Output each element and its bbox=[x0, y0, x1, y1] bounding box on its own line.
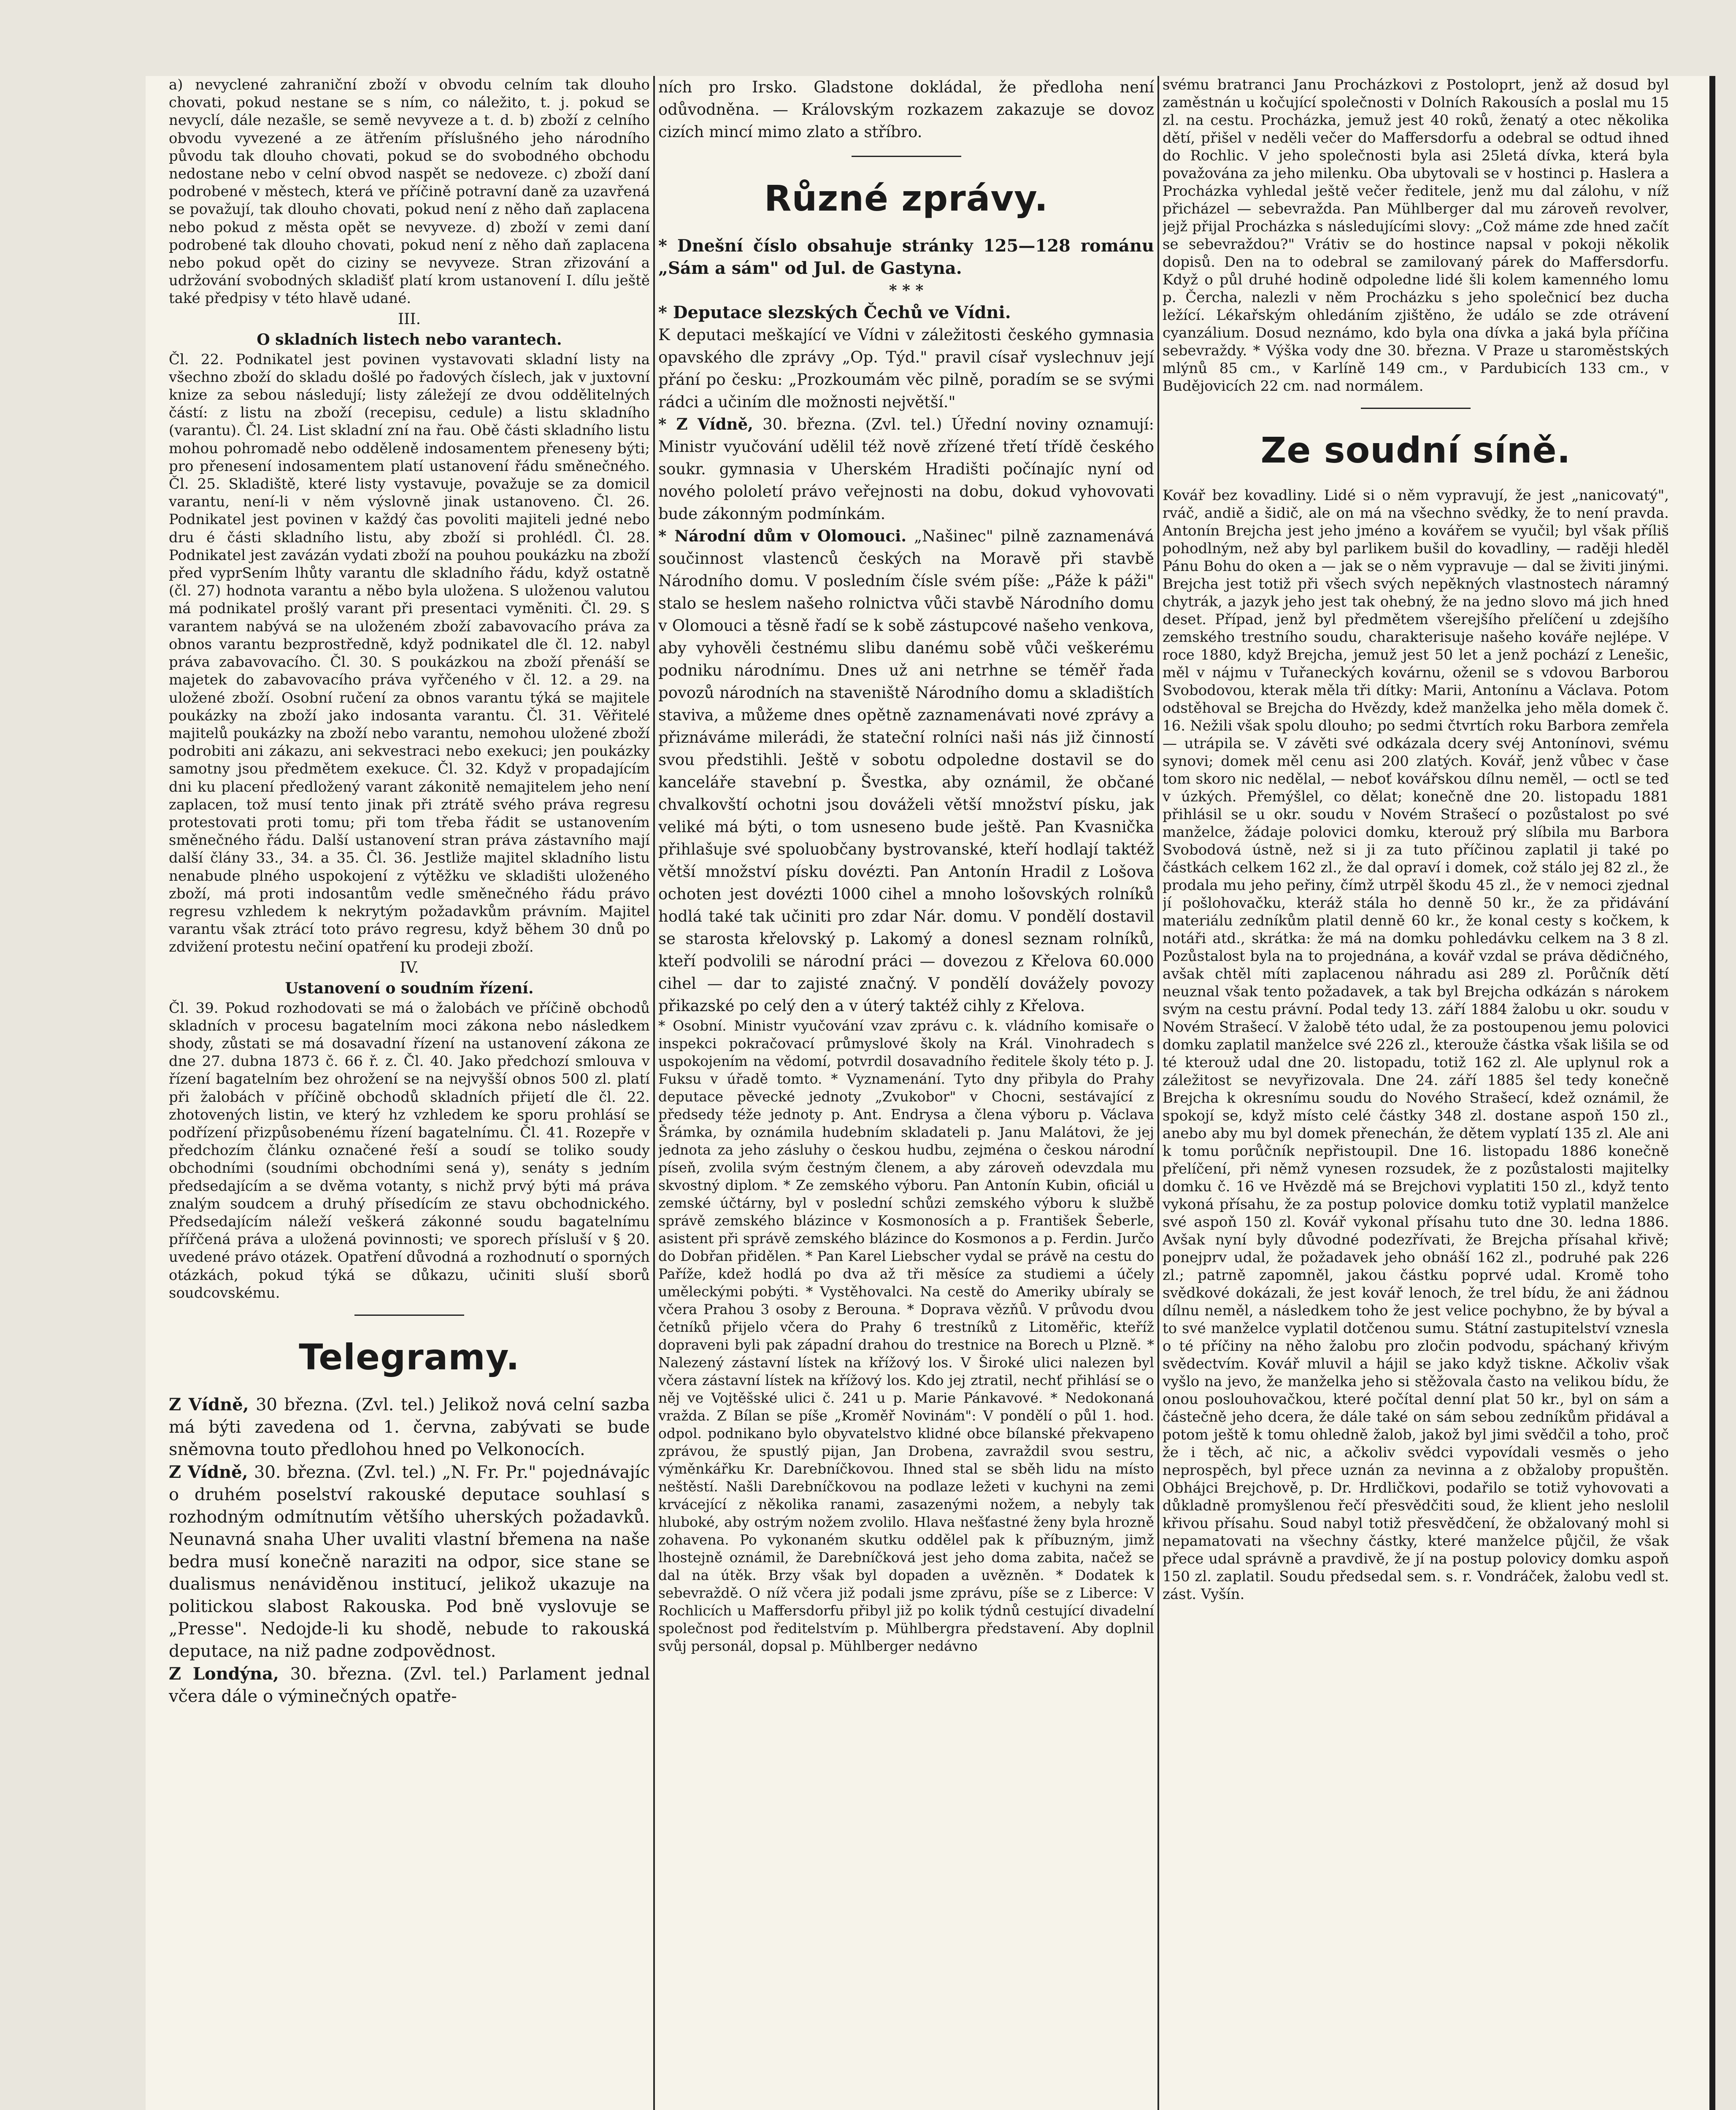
section-heading: Ustanovení o soudním řízení. bbox=[285, 979, 534, 997]
news-text: K deputaci meškající ve Vídni v záležitosti českého gymnasia opavského dle zprávy „Op. Týd." pravil císař vyslechnuv její přání po česku: „Prozkoumám věc pilně, poradím se se svými rádci a učiním dle možnosti největší." bbox=[658, 326, 1154, 411]
column-left bbox=[169, 76, 650, 2110]
section-heading: O skladních listech nebo varantech. bbox=[257, 330, 562, 349]
news-item bbox=[658, 525, 1154, 1017]
section-number: III. bbox=[397, 310, 421, 328]
paragraph: ních pro Irsko. Gladstone dokládal, že předloha není odůvodněna. — Královským rozkazem zakazuje se dovoz cizích mincí mimo zlato a stříbro. bbox=[658, 78, 1154, 141]
divider bbox=[354, 1315, 464, 1316]
law-text-section-3 bbox=[169, 351, 650, 956]
various-news-heading: Různé zprávy. bbox=[764, 178, 1049, 219]
telegram-text: 30 března. (Zvl. tel.) Jelikož nová celní sazba má býti zavedena od 1. června, zabývati se bude sněmovna touto předlohou hned po Velkonocích. bbox=[169, 1395, 650, 1459]
continued-text bbox=[1163, 76, 1669, 395]
telegram-place: Z Vídně, bbox=[169, 1395, 249, 1415]
telegram-text: 30. března. (Zvl. tel.) „N. Fr. Pr." pojednávajíc o druhém poselství rakouské deputace souhlasí s rozhodným odmítnutím většího uherských požadavků. Neunavná snaha Uher uvaliti vlastní břemena na naše bedra musí konečně naraziti na odpor, sice stane se dualismus nenáviděnou institucí, jelikož ukazuje na politickou slabost Rakouska. Pod bně vyslovuje se „Presse". Nedojde-li ku shodě, nebude to rakouská deputace, na niž padne zodpovědnost. bbox=[169, 1463, 650, 1661]
section-number: IV. bbox=[400, 959, 419, 977]
news-title: * Z Vídně, bbox=[658, 415, 753, 433]
news-items bbox=[658, 301, 1154, 1017]
column-right bbox=[1163, 76, 1669, 2110]
paragraph: Čl. 22. Podnikatel jest povinen vystavovati skladní listy na všechno zboží do skladu došlé po řadových číslech, jak v juxtovní knize za sebou následují; listy záležejí ze dvou oddělitelných částí: z listu na zboží (recepisu, cedule) a listu skladního (varantu). Čl. 24. List skladní zní na řau. Obě části skladního listu mohou pohromadě nebo odděleně indosamentem přeneseny býti; pro přenesení indosamentem platí ustanovení řádu směnečného. Čl. 25. Skladiště, které listy vystavuje, považuje se za domicil varantu, není-li v něm výslovně jinak ustanoveno. Čl. 26. Podnikatel jest povinen v každý čas povoliti majiteli jedné nebo dru é části skladního listu, aby zboží si prohlédl. Čl. 28. Podnikatel jest zavázán vydati zboží na pouhou poukázku na zboží před vyprSením lhůty varantu dle skladního řádu, když ostatně (čl. 27) hodnota varantu a něbo byla uložena. S uloženou valutou má podnikatel prošlý varant při presentaci vyměniti. Čl. 29. S varantem nabývá se na uloženém zboží zabavovacího práva za obnos varantu bezprostředně, když podnikatel dle čl. 12. nabyl práva zabavovacího. Čl. 30. S poukázkou na zboží přenáší se majetek do zabavovacího práva vyřčeného v čl. 12. a 29. na uložené zboží. Osobní ručení za obnos varantu týká se majitele poukázky na zboží jako indosanta varantu. Čl. 31. Věřitelé majitelů poukázky na zboží nebo varantu, nemohou uložené zboží podrobiti ani zákazu, ani sekvestraci nebo exekuci; jen poukázky samotny jsou předmětem exekuce. Čl. 32. Když v propadajícím dni ku placení předložený varant zákonitě nemajitelem jeho není zaplacen, tož musí tento jinak při ztrátě svého práva regresu protestovati proti tomu; při tom třeba řádit se ustanovením směnečného řádu. Další ustanovení stran práva zástavního mají další člány 33., 34. a 35. Čl. 36. Jestliže majitel skladního listu nenabude plného uspokojení z výtěžku ve skladišti uloženého zboží, má proti indosantům vedle směnečného řádu právo regresu vzhledem k nekrytým požadavkům právním. Majitel varantu však ztrácí toto právo regresu, když během 30 dnů po zdvižení protestu nečiní opatření ku prodeji zboží. bbox=[169, 351, 650, 956]
continued-text bbox=[658, 76, 1154, 143]
divider bbox=[852, 156, 961, 157]
news-title: * Národní dům v Olomouci. bbox=[658, 527, 907, 545]
court-heading: Ze soudní síně. bbox=[1260, 430, 1571, 471]
telegram-place: Z Vídně, bbox=[169, 1462, 248, 1482]
short-news bbox=[658, 1017, 1154, 1655]
paragraph: Kovář bez kovadliny. Lidé si o něm vypravují, že jest „nanicovatý", rváč, andiě a šidič, ale on má na všechno svědky, že to není pravda. Antonín Brejcha jest jeho jméno a kovářem se vyučil; byl však příliš pohodlným, než aby byl parlikem bušil do kovadliny, — raději hleděl Pánu Bohu do oken a — jak se o něm vypravuje — dal se živiti jinými. Brejcha jest totiž při všech svých nepěkných vlastnostech náramný chytrák, a jazyk jeho jest tak ohebný, že na jedno slovo má jich hned deset. Případ, jenž byl předmětem všerejšího přelíčení u zdejšího zemského trestního soudu, charakterisuje našeho kováře nejlépe. V roce 1880, když Brejcha, jemuž jest 50 let a jenž pochází z Lenešic, měl v nájmu v Tuřaneckých kovárnu, oženil se s vdovou Barborou Svobodovou, kterak měla tři dítky: Marii, Antonínu a Václava. Potom odstěhoval se Brejcha do Hvězdy, kdež manželka jeho měla domek č. 16. Nežili však spolu dlouho; po sedmi čtvrtích roku Barbora zemřela — utrápila se. V závěti své odkázala dcery svéj Antonínovi, svému synovi; domek měl cenu asi 200 zlatých. Kovář, jenž vůbec v čase tom skoro nic nedělal, — neboť kovářskou dílnu neměl, — octl se teď v úzkých. Přemýšlel, co dělat; konečně dne 20. listopadu 1881 přihlásil se u okr. soudu v Novém Strašecí o pozůstalost po své manželce, žádaje polovici domku, kterouž prý slíbila mu Barbora Svobodová ústně, než si ji za tuto příčinou zaplatil ji také po částkách celkem 162 zl., že dal opraví i domek, což stálo jej 82 zl., že prodala mu jeho peřiny, čímž utrpěl škodu 45 zl., že v nemoci zjednal jí pošlohovačku, kteráž stála ho denně 50 kr., že za přidávání materiálu zedníkům platil denně 60 kr., že konal cesty s kočkem, k notáři atd., skrátka: že má na domku pohledávku celkem na 3 8 zl. Pozůstalost byla na to projednána, a kovář vzdal se práva dědičného, avšak chtěl míti zaplacenou náhradu asi 289 zl. Porůčník dětí neuznal však tento požadavek, a tak byl Brejcha odkázán s nárokem svým na cestu právní. Podal tedy 13. září 1884 žalobu u okr. soudu v Novém Strašecí. V žalobě této udal, že za postoupenou jemu polovici domku zaplatil manželce své 226 zl., kterouže částka však lišila se od té kterouž udal dne 20. listopadu, totiž 162 zl. Ale uplynul rok a záležitost se nevyřizovala. Dne 24. září 1885 šel tedy konečně Brejcha k okresnímu soudu do Nového Strašecí, kdež oznámil, že spokojí se, když místo celé částky 348 zl. dostane aspoň 150 zl., anebo aby mu byl domek přenechán, že dětem vyplatí 135 zl. Ale ani k tomu porůčník nepřistoupil. Dne 16. listopadu 1886 konečně přelíčení, při němž vynesen rozsudek, že z pozůstalosti majitelky domku č. 16 ve Hvězdě má se Brejchovi vyplatiti 150 zl., když tento vykoná přísahu, že za postup polovice domku totiž vyplatil manželce své aspoň 150 zl. Kovář vykonal přísahu tuto dne 30. ledna 1886. Avšak nyní byly důvodné podezřívati, že Brejcha přísahal křivě; ponejprv udal, že požadavek jeho obnáší 162 zl., podruhé pak 226 zl.; patrně zapomněl, jakou částku poprvé udal. Kromě toho svědkové dokázali, že jest kovář lenoch, že trel bídu, že ani žádnou dílnu neměl, a následkem toho že jest velice pochybno, že by býval a to své manželce vyplatil dotčenou sumu. Státní zastupitelství vznesla o té příčiny na něho žalobu pro zločin podvodu, spáchaný křivým svědectvím. Kovář mluvil a hájil se jako když tiskne. Ačkoliv však vyšlo na jevo, že manželka jeho si stěžovala často na velikou bídu, že onou poslouhovačkou, které počítal denní plat 50 kr., byl on sám a částečně jeho dcera, že dále také on sám sebou zedníkům přidával a potom ještě k tomu ohledně žalob, jakož byl jimi svědčil a toho, proč že i těch, ač nic, a ačkoliv svědci vypovídali vesměs o jeho neprospěch, byl přece uznán za nevinna a z obžaloby propuštěn. Obhájci Brejchově, p. Dr. Hrdličkovi, podařilo se totiž vyhovovati a důkladně promyšlenou řečí přesvědčiti soud, že klient jeho neslolil křivou přísahu. Soud nabyl totiž přesvědčení, že obžalovaný mohl si nepamatovati na všechny částky, které manželce půjčil, že však přece udal správně a pravdivě, že jí na postup polovicy domku aspoň 150 zl. zaplatil. Soudu předsedal sem. s. r. Vondráček, žalobu vedl st. zást. Vyšín. bbox=[1163, 487, 1669, 1603]
stars-separator: * * * bbox=[889, 281, 924, 299]
newspaper-page bbox=[146, 76, 1715, 2110]
law-text-section-4 bbox=[169, 999, 650, 1302]
telegrams-heading: Telegramy. bbox=[299, 1336, 520, 1378]
law-text-top bbox=[169, 76, 650, 308]
paragraph: svému bratranci Janu Procházkovi z Postoloprt, jenž až dosud byl zaměstnán u kočující společnosti v Dolních Rakousích a poslal mu 15 zl. na cestu. Procházka, jemuž jest 40 roků, ženatý a otec několika dětí, přišel v neděli večer do Maffersdorfu a odebral se odtud ihned do Rochlic. V jeho společnosti byla asi 25letá dívka, která byla považována za jeho milenku. Oba ubytovali se v hostinci p. Haslera a Procházka vyhledal ještě večer ředitele, jenž mu dal zálohu, v níž přicházel — sebevražda. Pan Mühlberger dal mu zároveň revolver, jejž přijal Procházka s následujícími slovy: „Což máme zde hned začít se sebevraždou?" Vrátiv se do hostince napsal v pokoji několik dopisů. Den na to odebral se zamilovaný párek do Maffersdorfu. Když o půl druhé hodině odpoledne lidé šli kolem kamenného lomu p. Čercha, nalezli v něm Procházku s jeho společnicí bez ducha ležící. Lékařským ohledáním zjištěno, že událo se zde otrávení cyanzálium. Dosud neznámo, kdo byla ona dívka a jaká byla příčina sebevraždy. * Výška vody dne 30. března. V Praze u staroměstských mlýnů 85 cm., v Karlíně 149 cm., v Pardubicích 133 cm., v Budějovicích 22 cm. nad normálem. bbox=[1163, 76, 1669, 395]
telegram-place: Z Londýna, bbox=[169, 1664, 279, 1684]
news-text: 30. března. (Zvl. tel.) Úřední noviny oznamují: Ministr vyučování udělil též nově zřízené třetí třídě českého soukr. gymnasia v Uherském Hradišti počínajíc nyní od nového pololetí právo veřejnosti na dobu, dokud vyhovovati bude zákonným podmínkám. bbox=[658, 415, 1154, 523]
telegram-text: 30. března. (Zvl. tel.) Parlament jednal včera dále o výminečných opatře- bbox=[169, 1664, 650, 1706]
news-text: „Našinec" pilně zaznamenává součinnost vlastenců českých na Moravě při stavbě Národního domu. V posledním čísle svém píše: „Páže k páži" stalo se heslem našeho rolnictva vůči stavbě Národního domu v Olomouci a těsně řadí se k sobě zástupcové našeho venkova, aby vyhověli čestnému slibu danému sobě vůči veškerému podniku národnímu. Dnes už ani netrhne se téměř řada povozů národních na staveniště Národního domu a skladištích staviva, a můžeme dnes opětně zaznamenávati nové zprávy a přiznáváme milerádi, že stateční rolníci naši nás již činností svou předstihli. Ještě v sobotu odpoledne dostavil se do kanceláře stavební p. Švestka, aby oznámil, že občané chvalkovští ochotni jsou dováželi větší množství písku, jak veliké má býti, o tom usneseno bude ještě. Pan Kvasnička přihlašuje své spoluobčany bystrovanské, kteří hodlají taktéž větší množství písku dovézti. Pan Antonín Hradil z Lošova ochoten jest dovézti 1000 cihel a mnoho lošovských rolníků hodlá také tak učiniti pro zdar Nár. domu. V pondělí dostavil se starosta křelovský p. Lakomý a donesl seznam rolníků, kteří podvolili se národní práci — dovezou z Křelova 60.000 cihel — dar to zajisté značný. V pondělí dovážely povozy přikazské po celý den a v úterý taktéž cihly z Křelova. bbox=[658, 527, 1154, 1015]
news-item bbox=[658, 413, 1154, 525]
telegram bbox=[169, 1461, 650, 1663]
court-report bbox=[1163, 487, 1669, 1603]
paragraph: * Osobní. Ministr vyučování vzav zprávu c. k. vládního komisaře o inspekci pokračovací průmyslové školy na Král. Vinohradech s uspokojením na vědomí, potvrdil dosavadního ředitele školy této p. J. Fuksu v úřadě tomto. * Vyznamenání. Tyto dny přibyla do Prahy deputace pěvecké jednoty „Zvukobor" v Chocni, sestávající z předsedy téže jednoty p. Ant. Endrysa a člena výboru p. Václava Šrámka, by oznámila hudebním skladateli p. Janu Malátovi, že jej jednota za jeho zásluhy o českou hudbu, zejména o českou národní píseň, zvolila svým čestným členem, a aby zároveň odevzdala mu skvostný diplom. * Ze zemského výboru. Pan Antonín Kubin, oficiál u zemské účtárny, byl v poslední schůzi zemského výboru k službě správě zemského blázince v Kosmonosích a p. František Šeberle, asistent při správě zemského blázince do Kosmonos a p. Ferdin. Jurčo do Dobřan přidělen. * Pan Karel Liebscher vydal se právě na cestu do Paříže, kdež hodlá po dva až tři měsíce za studiemi a účely uměleckými pobýti. * Vystěhovalci. Na cestě do Ameriky ubíraly se včera Prahou 3 osoby z Berouna. * Doprava vězňů. V průvodu dvou četníků přijelo včera do Prahy 6 trestníků z Litoměřic, kteříž dopraveni byli pak západní drahou do trestnice na Borech u Plzně. * Nalezený zástavní lístek na křížový los. V Široké ulici nalezen byl včera zástavní lístek na křížový los. Kdo jej ztratil, nechť přihlásí se o něj ve Vojtěšské ulici č. 241 u p. Marie Pánkavové. * Nedokonaná vražda. Z Bílan se píše „Kroměř Novinám": V pondělí o půl 1. hod. odpol. podnikano bylo obyvatelstvo klidné obce bílanské překvapeno zprávou, že spustlý pijan, Jan Drobena, zavraždil svou sestru, výměnkářku Kr. Darebníčkovou. Ihned stal se sběh lidu na místo neštěstí. Našli Darebníčkovou na podlaze ležeti v kuchyni na zemi krvácející z několika ranami, zasazenými nožem, a nebyly tak hluboké, aby ostrým nožem zvolilo. Hlava nešťastné ženy byla hrozně zohavena. Po vykonaném skutku oddělel pak k příbuzným, jimž lhostejně oznámil, že Darebníčková jest jeho doma zabita, načež se dal na útěk. Brzy však byl dopaden a uvězněn. * Dodatek k sebevraždě. O níž včera již podali jsme zprávu, píše se z Liberce: V Rochlicích u Maffersdorfu přibyl již po kolik týdnů cestující divadelní společnost pod ředitelstvím p. Mühlbergra představení. Aby doplnil svůj personál, dopsal p. Mühlberger nedávno bbox=[658, 1017, 1154, 1654]
column-middle bbox=[658, 76, 1154, 2110]
paragraph: * Dnešní číslo obsahuje stránky 125—128 románu „Sám a sám" od Jul. de Gastyna. bbox=[658, 236, 1154, 278]
column-rule bbox=[653, 76, 655, 2110]
telegram bbox=[169, 1393, 650, 1461]
paragraph: a) nevyclené zahraniční zboží v obvodu celním tak dlouho chovati, pokud nestane se s ním, co náležito, t. j. pokud se nevyclí, dále nezašle, se semě nevyveze a t. d. b) zboží z celního obvodu vyvezené a ze ätřením příslušného jeho národního původu tak dlouho chovati, pokud se do svobodného obchodu nedostane nebo v celní obvod naspět se nedoveze. c) zboží daní podrobené v městech, která ve příčině potravní daně za uzavřená se považují, tak dlouho chovati, pokud není z něho daň zaplacena nebo pokud z města opět se nevyveze. d) zboží v zemi daní podrobené tak dlouho chovati, pokud není z něho daň zaplacena nebo pokud opět do ciziny se nevyveze. Stran zřizování a udržování svobodných skladišť platí krom ustanovení I. dílu ještě také předpisy v této hlavě udané. bbox=[169, 76, 650, 307]
divider bbox=[1361, 408, 1471, 409]
novel-notice bbox=[658, 235, 1154, 279]
telegram bbox=[169, 1663, 650, 1708]
column-rule bbox=[1157, 76, 1159, 2110]
news-title: * Deputace slezských Čechů ve Vídni. bbox=[658, 303, 1011, 322]
paragraph: Čl. 39. Pokud rozhodovati se má o žalobách ve příčině obchodů skladních v procesu bagatelním moci zákona nebo následkem shody, zůstati se má dosavadní řízení na ustanovení zákona ze dne 27. dubna 1873 č. 66 ř. z. Čl. 40. Jako předchozí smlouva v řízení bagatelním bez ohrožení se na nejvyšší obnos 500 zl. platí při žalobách v příčině obchodů skladních přijetí dle čl. 22. zhotovených listin, ve který hz vzhledem ke sporu prohlásí se podřízení přizpůsobenému řízení bagatelnímu. Čl. 41. Rozepře v předchozím článku označené řeší a soudí se toliko soudy obchodními (soudními obchodními sená y), senáty s jedním předsedajícím a se dvěma votanty, s nichž prvý býti má práva znalým soudcem a druhý přísedícím ze stavu obchodnického. Předsedajícím náleží veškerá zákonné soudu bagatelnímu přířčená práva a uložená povinnosti; ve sporech přísluší v § 20. uvedené právo otázek. Opatření důvodná a rozhodnutí o sporných otázkách, pokud týká se důkazu, učiniti sluší sborů soudcovskému. bbox=[169, 999, 650, 1301]
telegrams bbox=[169, 1393, 650, 1708]
